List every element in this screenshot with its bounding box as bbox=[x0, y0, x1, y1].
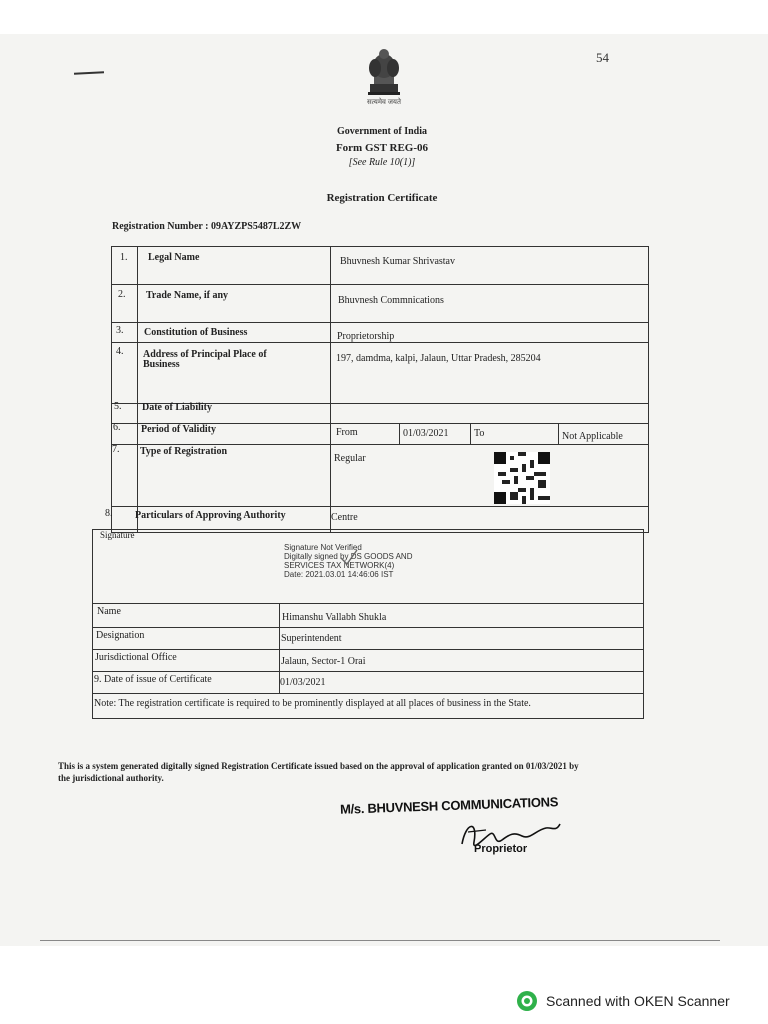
signature-label: Signature bbox=[100, 530, 135, 540]
row-number: 5. bbox=[114, 401, 122, 412]
row-number: 6. bbox=[113, 422, 121, 433]
officer-name-label: Name bbox=[97, 606, 121, 617]
legal-name-value: Bhuvnesh Kumar Shrivastav bbox=[340, 256, 455, 267]
signature-date: Date: 2021.03.01 14:46:06 IST bbox=[284, 570, 394, 579]
header-form-name: Form GST REG-06 bbox=[335, 142, 429, 154]
validity-from-value: 01/03/2021 bbox=[403, 428, 449, 439]
trade-name-label: Trade Name, if any bbox=[146, 290, 229, 301]
business-stamp-title: M/s. BHUVNESH COMMUNICATIONS bbox=[339, 794, 559, 817]
registration-number: Registration Number : 09AYZPS5487L2ZW bbox=[112, 221, 302, 232]
certificate-title: Registration Certificate bbox=[326, 192, 438, 204]
registration-type-label: Type of Registration bbox=[140, 446, 228, 457]
header-rule: [See Rule 10(1)] bbox=[348, 157, 416, 168]
scanner-watermark bbox=[516, 990, 730, 1012]
scanner-label: Scanned with OKEN Scanner bbox=[546, 993, 730, 1009]
qr-code-icon bbox=[493, 452, 551, 504]
row-number: 4. bbox=[116, 346, 124, 357]
designation-value: Superintendent bbox=[281, 633, 342, 644]
registration-type-value: Regular bbox=[334, 453, 366, 464]
validity-from-label: From bbox=[336, 427, 358, 438]
address-value: 197, damdma, kalpi, Jalaun, Uttar Pradesh, 285204 bbox=[336, 353, 541, 364]
jurisdictional-office-value: Jalaun, Sector-1 Orai bbox=[281, 656, 366, 667]
validity-to-value: Not Applicable bbox=[562, 431, 623, 442]
validity-to-label: To bbox=[474, 428, 485, 439]
signature-signed-by-cont: SERVICES TAX NETWORK(4) bbox=[284, 561, 395, 570]
address-label-line1: Address of Principal Place of bbox=[143, 349, 267, 360]
proprietor-label: Proprietor bbox=[474, 843, 528, 855]
emblem-motto: सत्यमेव जयते bbox=[367, 98, 401, 106]
row-number: 8. bbox=[105, 508, 113, 519]
signature-status: Signature Not Verified bbox=[284, 543, 362, 552]
header-government: Government of India bbox=[337, 126, 427, 137]
jurisdictional-office-label: Jurisdictional Office bbox=[95, 652, 177, 663]
liability-label: Date of Liability bbox=[142, 402, 212, 413]
constitution-label: Constitution of Business bbox=[144, 327, 248, 338]
issue-date-label: 9. Date of issue of Certificate bbox=[94, 674, 212, 685]
page-edge bbox=[40, 940, 720, 941]
display-note: Note: The registration certificate is required to be prominently displayed at all places of business in the State. bbox=[94, 698, 531, 709]
approving-authority-value: Centre bbox=[331, 512, 358, 523]
signature-check-icon bbox=[338, 546, 360, 568]
designation-label: Designation bbox=[96, 630, 145, 641]
row-number: 2. bbox=[118, 289, 126, 300]
legal-name-label: Legal Name bbox=[148, 252, 200, 263]
system-generated-note-line2: the jurisdictional authority. bbox=[58, 773, 164, 783]
row-number: 1. bbox=[120, 252, 128, 263]
national-emblem-icon bbox=[360, 42, 408, 104]
constitution-value: Proprietorship bbox=[337, 331, 395, 342]
system-generated-note bbox=[58, 760, 668, 784]
digital-signature-stamp bbox=[284, 543, 454, 579]
row-number: 7. bbox=[112, 444, 120, 455]
validity-label: Period of Validity bbox=[141, 424, 217, 435]
signature-signed-by: Digitally signed by DS GOODS AND bbox=[284, 552, 413, 561]
page-number-mark: 54 bbox=[596, 50, 609, 65]
system-generated-note-line1: This is a system generated digitally signed Registration Certificate issued based on the approval of application granted on 01/03/2021 by bbox=[58, 761, 579, 771]
issue-date-value: 01/03/2021 bbox=[280, 677, 326, 688]
trade-name-value: Bhuvnesh Commnications bbox=[338, 295, 444, 306]
row-number: 3. bbox=[116, 325, 124, 336]
approving-authority-label: Particulars of Approving Authority bbox=[135, 510, 286, 521]
oken-scanner-icon bbox=[516, 990, 538, 1012]
address-label-line2: Business bbox=[143, 359, 180, 370]
officer-name-value: Himanshu Vallabh Shukla bbox=[282, 612, 387, 623]
